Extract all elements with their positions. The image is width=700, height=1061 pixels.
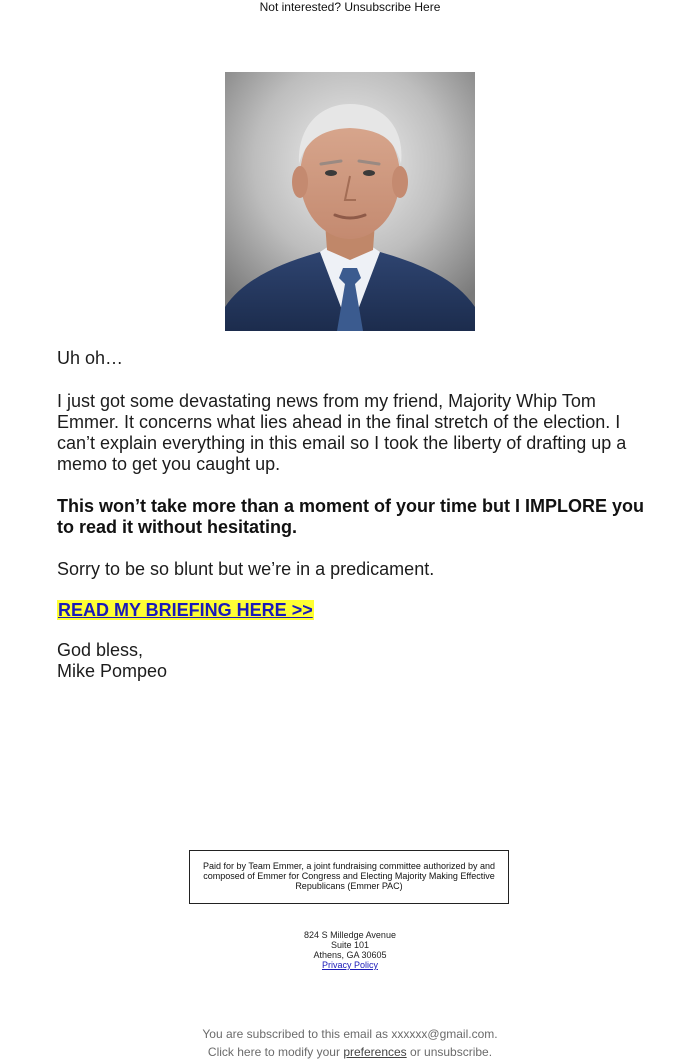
modify-line <box>0 1043 700 1061</box>
signature-name: Mike Pompeo <box>57 661 168 681</box>
preferences-link[interactable]: preferences <box>343 1045 407 1059</box>
modify-suffix[interactable]: or unsubscribe. <box>406 1045 493 1059</box>
greeting-text: Uh oh… <box>57 348 124 368</box>
portrait-photo <box>225 72 475 331</box>
address-line-1: 824 S Milledge Avenue <box>304 930 396 940</box>
unsubscribe-link[interactable]: Not interested? Unsubscribe Here <box>259 0 441 14</box>
subscribed-prefix: You are subscribed to this email as <box>202 1027 392 1041</box>
subscribed-email: xxxxxx@gmail.com <box>391 1027 495 1041</box>
signoff-text: God bless, <box>57 640 144 660</box>
emphasis-paragraph: This won’t take more than a moment of your time but I IMPLORE you to read it without hesitating. <box>57 496 645 537</box>
address-line-2: Suite 101 <box>330 940 370 950</box>
disclaimer-text: Paid for by Team Emmer, a joint fundraising committee authorized by and composed of Emmer for Congress and Electing Majority Making Effective Republicans (Emmer PAC) <box>203 861 495 891</box>
subscription-footer <box>0 1025 700 1061</box>
subscribed-line <box>0 1025 700 1043</box>
mailing-address <box>0 930 700 970</box>
paid-for-disclaimer <box>189 850 509 904</box>
modify-prefix[interactable]: Click here to modify your <box>207 1045 344 1059</box>
privacy-policy-link[interactable]: Privacy Policy <box>321 960 378 970</box>
apology-paragraph: Sorry to be so blunt but we’re in a predicament. <box>57 559 435 579</box>
cta-container <box>57 600 647 621</box>
signature-block <box>57 640 647 682</box>
read-briefing-link[interactable]: READ MY BRIEFING HERE >> <box>58 600 313 620</box>
address-line-3: Athens, GA 30605 <box>313 950 387 960</box>
subscribed-suffix: . <box>494 1027 498 1041</box>
news-paragraph: I just got some devastating news from my friend, Majority Whip Tom Emmer. It concerns what lies ahead in the final stretch of the election. I can’t explain everything in this email so I took the liberty of drafting up a memo to get you caught up. <box>57 391 627 474</box>
